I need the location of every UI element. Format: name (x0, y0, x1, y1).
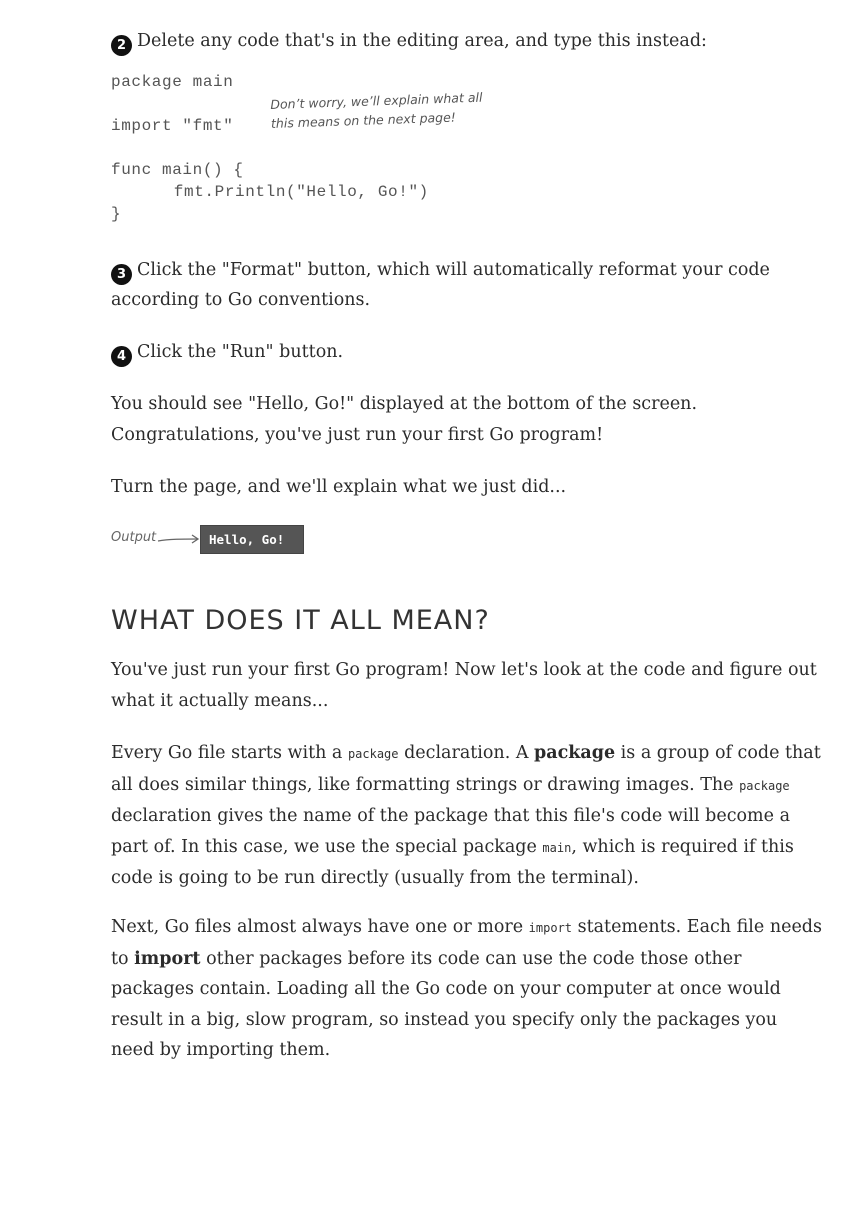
text-run: other packages before its code can use the code those other packages contain. Loading all the Go code on your computer at once would result in a big, slow program, so instead you specify only the packages you need by importing them. (111, 948, 781, 1060)
paragraph-intro (111, 655, 823, 716)
output-label: Output (111, 530, 157, 545)
step-number-badge: 2 (111, 35, 132, 56)
step-number-badge: 4 (111, 346, 132, 367)
code-line: import "fmt" (111, 117, 234, 135)
code-line: package main (111, 73, 234, 91)
output-console: Hello, Go! (200, 525, 304, 554)
handwritten-annotation (270, 88, 483, 133)
step-3-text: Click the "Format" button, which will automatically reformat your code according to Go conventions. (111, 260, 770, 310)
step-number-badge: 3 (111, 264, 132, 285)
annotation-line: this means on the next page! (270, 109, 457, 131)
annotation-line: Don’t worry, we’ll explain what all (270, 89, 483, 112)
arrow-right-icon (157, 529, 201, 549)
step-3 (111, 255, 823, 315)
code-line: func main() { (111, 161, 244, 179)
step-4 (111, 337, 823, 367)
step-4-text: Click the "Run" button. (137, 342, 344, 362)
text-run: declaration. A (398, 743, 535, 763)
text-run: declaration gives the name of the package that this file's code will become a part of. In this case, we use the special package (111, 806, 790, 857)
section-heading: WHAT DOES IT ALL MEAN? (111, 605, 490, 636)
inline-code: main (542, 840, 572, 855)
paragraph-result (111, 389, 823, 450)
text-run: , which is required if this code is going to be run directly (usually from the terminal). (111, 836, 794, 888)
code-line: } (111, 205, 122, 223)
paragraph-import (111, 912, 823, 1066)
code-block (111, 73, 611, 233)
paragraph-text: You should see "Hello, Go!" displayed at the bottom of the screen. Congratulations, you've just run your first Go program! (111, 394, 698, 445)
inline-code: package (739, 778, 790, 793)
inline-code: package (347, 747, 399, 761)
paragraph-package (111, 738, 823, 894)
bold-term: package (534, 743, 616, 763)
bold-term: import (134, 948, 201, 969)
step-2 (111, 26, 823, 56)
text-run: statements. Each file needs to (111, 917, 822, 969)
paragraph-turn-page (111, 472, 823, 503)
text-run: Every Go file starts with a (111, 743, 348, 763)
paragraph-text: Turn the page, and we'll explain what we just did... (111, 477, 567, 497)
text-run: Next, Go files almost always have one or more (111, 917, 529, 937)
paragraph-text: You've just run your first Go program! Now let's look at the code and figure out what it actually means... (111, 660, 817, 711)
step-2-text: Delete any code that's in the editing area, and type this instead: (137, 31, 707, 51)
code-line: fmt.Println("Hello, Go!") (133, 183, 429, 201)
inline-code: import (528, 921, 573, 935)
text-run: is a group of code that all does similar things, like formatting strings or drawing images. The (111, 743, 821, 795)
